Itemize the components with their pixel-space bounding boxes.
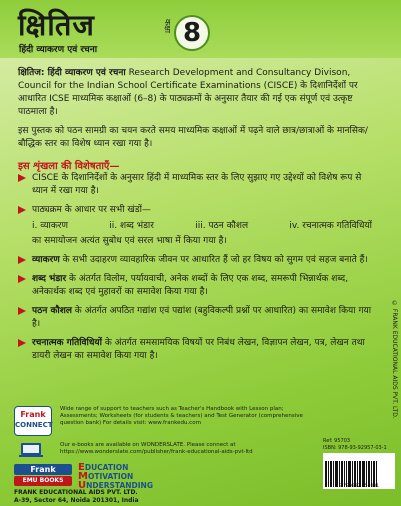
- emu-word: MOTIVATION: [78, 471, 134, 482]
- book-title: क्षितिज: [18, 8, 95, 42]
- publisher-logo: [14, 464, 74, 486]
- intro-paragraph-2: इस पुस्तक को पठन सामग्री का चयन करते समय माध्यमिक कक्षाओं में पढ़ने वाले छात्र/छात्राओं के मानसिक/बौद्धिक स्तर का विशेष ध्यान रखा गया है।: [18, 126, 368, 149]
- bullet-arrow-icon: [18, 307, 26, 315]
- class-badge: [162, 15, 214, 53]
- feature-item: [18, 254, 376, 267]
- emu-word: UNDERSTANDING: [78, 480, 153, 491]
- support-block: [14, 406, 314, 438]
- feature-text: के सभी उदाहरण व्यावहारिक जीवन पर आधारित हैं जो हर विषय को सुगम एवं सहज बनाते हैं।: [59, 255, 368, 265]
- wonderslate-icon: [18, 442, 44, 460]
- feature-bold: शब्द भंडार: [32, 274, 67, 284]
- feature-item: [18, 337, 376, 363]
- component-reading: iii. पठन कौशल: [195, 221, 249, 231]
- bullet-arrow-icon: [18, 339, 26, 347]
- support-text: Wide range of support to teachers such as Teacher's Handbook with Lesson plan; Assessments; Worksheets (for students & teachers) and Test Generator (comprehensive question bank) For details visit: www.frankedu.com: [60, 406, 303, 426]
- feature-text: के अंतर्गत विलोम, पर्यायवाची, अनेक शब्दों के लिए एक शब्द, समरूपी भिन्नार्थक शब्द, अनेकार्थक शब्द एवं मुहावरों का समावेश किया गया है।: [32, 274, 349, 297]
- feature-bold: व्याकरण: [32, 255, 60, 265]
- intro-text: Research Development and Consultancy Divison, Council for the Indian School Certificate Examinations (CISCE) के दिशानिर्देशों पर आधारित ICSE माध्यमिक कक्षाओं (6–8) के पाठ्यक्रमों के अनुसार तैयार की गई एक संपूर्ण एवं उत्कृष्ट पाठमाला है।: [18, 68, 358, 117]
- feature-item: [18, 172, 376, 198]
- ebook-text: Our e-books are available on WONDERSLATE. Please connect at https://www.wonderslate.com/publisher/frank-educational-aids-pvt-ltd: [60, 442, 253, 455]
- component-vocab: ii. शब्द भंडार: [109, 221, 154, 231]
- connect-logo-bottom: CONNECT: [15, 421, 53, 429]
- feature-bold: पठन कौशल: [32, 306, 72, 316]
- book-subtitle: हिंदी व्याकरण एवं रचना: [19, 45, 98, 55]
- barcode: [323, 453, 395, 489]
- components-tail: का समायोजन अत्यंत सुबोध एवं सरल भाषा में किया गया है।: [32, 236, 227, 246]
- feature-text: के अंतर्गत समसामयिक विषयों पर निबंध लेखन, विज्ञापन लेखन, पत्र, लेखन तथा डायरी लेखन का समावेश किया गया है।: [32, 338, 365, 361]
- copyright-side-text: © FRANK EDUCATIONAL AIDS PVT. LTD.: [391, 300, 398, 419]
- connect-logo-top: Frank: [20, 410, 46, 419]
- ebook-block: [14, 442, 314, 460]
- ref-code: Ref: 95703: [323, 438, 351, 444]
- feature-text: पाठ्यक्रम के आधार पर सभी खंडों—: [32, 205, 151, 215]
- bullet-arrow-icon: [18, 206, 26, 214]
- frank-connect-logo: [14, 406, 52, 436]
- component-creative: iv. रचनात्मक गतिविधियों: [289, 221, 372, 231]
- intro-paragraph: [18, 67, 380, 119]
- emu-word: EDUCATION: [78, 462, 129, 473]
- feature-item: [18, 273, 376, 299]
- isbn-code: ISBN: 978-93-92957-03-1: [323, 444, 387, 451]
- publisher-address: A-39, Sector 64, Noida 201301, India: [14, 496, 139, 504]
- logo-frank: Frank: [14, 464, 72, 475]
- features-list: [18, 172, 376, 369]
- publisher-name: FRANK EDUCATIONAL AIDS PVT. LTD.: [14, 489, 138, 496]
- emu-tagline: [78, 463, 153, 490]
- barcode-number: 9 789392 957031: [338, 484, 380, 489]
- isbn-block: [323, 438, 395, 489]
- feature-item: [18, 204, 376, 248]
- bullet-arrow-icon: [18, 275, 26, 283]
- component-grammar: i. व्याकरण: [32, 221, 68, 231]
- bullet-arrow-icon: [18, 256, 26, 264]
- features-heading: इस शृंखला की विशेषताएँ—: [18, 161, 120, 172]
- intro-bold: क्षितिज: हिंदी व्याकरण एवं रचना: [18, 68, 126, 78]
- feature-text: CISCE के दिशानिर्देशों के अनुसार हिंदी में माध्यमिक स्तर के लिए सुझाए गए उद्देश्यों को विशेष रूप से ध्यान में रखा गया है।: [32, 173, 362, 196]
- feature-item: [18, 305, 376, 331]
- components-row: [32, 220, 376, 233]
- logo-emu-books: EMU BOOKS: [14, 476, 72, 486]
- publisher-info: [14, 489, 139, 504]
- class-number: 8: [174, 15, 210, 51]
- class-label: कक्षा: [163, 19, 172, 33]
- feature-text: के अंतर्गत अपठित गद्यांश एवं पद्यांश (बहुविकल्पी प्रश्नों पर आधारित) का समावेश किया गया है।: [32, 306, 372, 329]
- bullet-arrow-icon: [18, 174, 26, 182]
- feature-bold: रचनात्मक गतिविधियों: [32, 338, 102, 348]
